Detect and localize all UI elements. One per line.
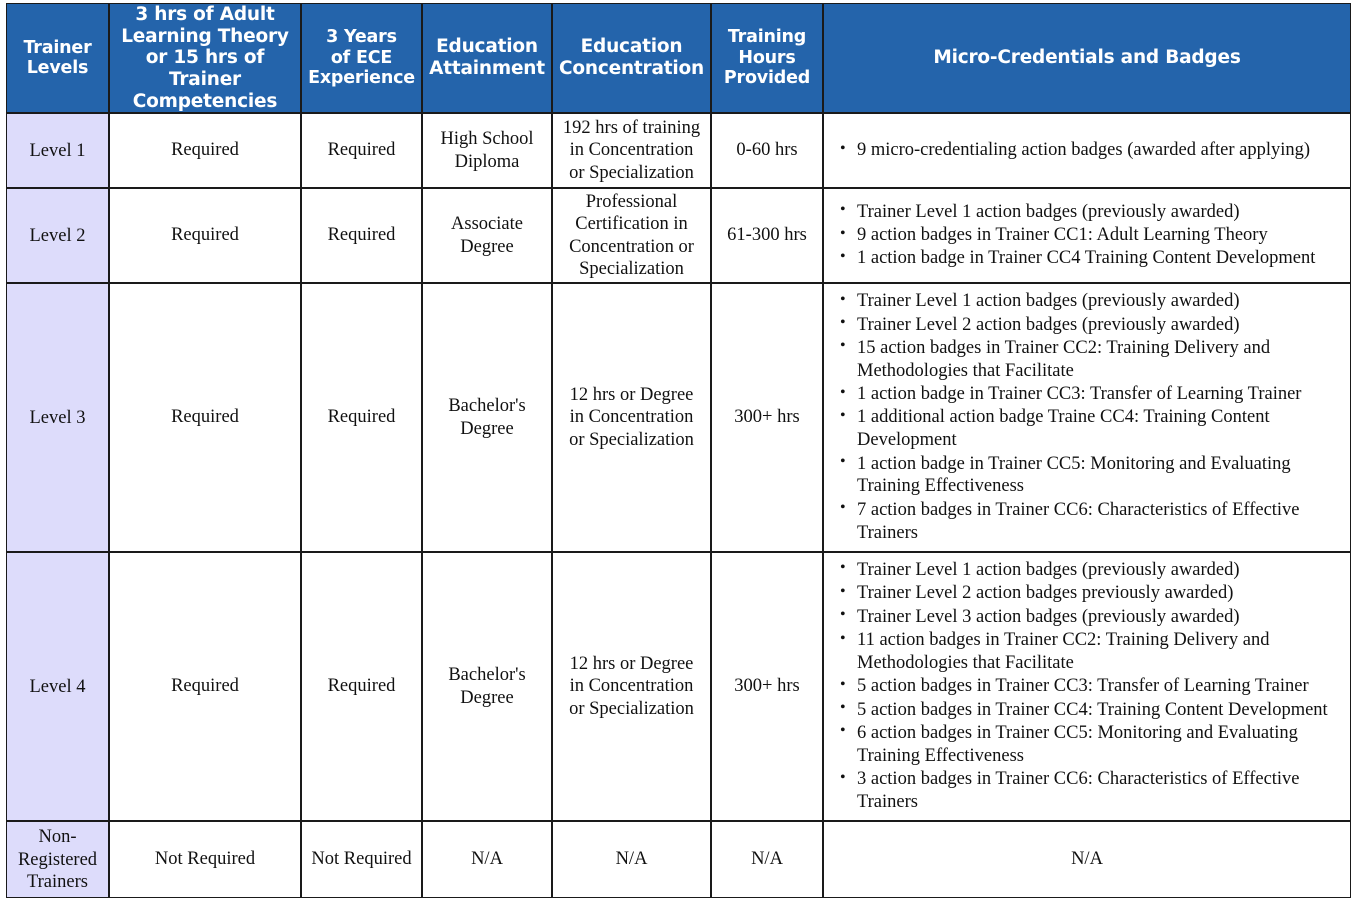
badge-list-item: • 5 action badges in Trainer CC4: Training Content Development [836,699,1340,722]
badge-list-item: • 1 action badge in Trainer CC5: Monitoring and Evaluating Training Effectiveness [836,453,1340,499]
text-line: or 15 hrs of Trainer [145,47,265,90]
badge-list-item: • 7 action badges in Trainer CC6: Characteristics of Effective Trainers [836,499,1340,545]
text-line: Degree [460,236,514,257]
text-line: Required [327,225,396,246]
table-header [6,3,1351,113]
text-line: 3 Years [326,27,397,48]
badge-list [836,201,1340,271]
cell-education-concentration [552,821,711,898]
cell-education-attainment [422,188,552,283]
cell-training-hours [711,821,823,898]
badge-list-item: • 1 action badge in Trainer CC4 Training Content Development [836,247,1340,270]
cell-education-concentration [552,552,711,821]
badge-list-item: • Trainer Level 2 action badges (previously awarded) [836,314,1340,337]
text-line: Hours [738,47,796,68]
column-header-training-hours [711,3,823,113]
text-line: Associate [451,214,523,235]
column-header-adult-learning-theory [109,3,301,113]
badge-list-item: • 6 action badges in Trainer CC5: Monitoring and Evaluating Training Effectiveness [836,722,1340,768]
badge-list-item: • Trainer Level 2 action badges previously awarded) [836,582,1340,605]
text-line: 3 hrs of Adult [135,4,275,25]
text-line: Professional [585,191,678,212]
cell-adult-learning-theory [109,821,301,898]
text-line: Competencies [132,90,278,112]
cell-education-concentration [552,283,711,552]
trainer-credentials-table [6,3,1351,898]
column-header-trainer-levels [6,3,109,113]
text-line: Micro-Credentials and Badges [933,47,1241,69]
text-line: Level 1 [29,140,86,161]
cell-adult-learning-theory [109,283,301,552]
text-line: Degree [460,418,514,439]
cell-training-hours [711,283,823,552]
table-row [6,113,1351,188]
column-header-ece-experience [301,3,422,113]
table-row [6,188,1351,283]
cell-trainer-level [6,188,109,283]
badge-list-item: • 1 additional action badge Traine CC4: Training Content Development [836,406,1340,452]
text-line: Required [171,140,239,161]
column-header-education-attainment [422,3,552,113]
cell-education-concentration [552,188,711,283]
text-line: Education [580,36,683,58]
cell-adult-learning-theory [109,113,301,188]
text-line: Provided [723,68,811,89]
cell-training-hours [711,188,823,283]
text-line: or Specialization [569,162,694,183]
badge-list-item: • 9 action badges in Trainer CC1: Adult Learning Theory [836,224,1340,247]
cell-education-concentration [552,113,711,188]
text-line: 300+ hrs [734,407,800,428]
cell-ece-experience [301,188,422,283]
text-line: Education [436,36,538,58]
text-line: N/A [751,849,783,870]
cell-micro-credentials [823,113,1351,188]
badge-list [836,559,1340,814]
cell-adult-learning-theory [109,552,301,821]
cell-education-attainment [422,283,552,552]
text-line: Levels [26,58,89,79]
cell-adult-learning-theory [109,188,301,283]
text-line: Required [171,676,239,697]
cell-ece-experience [301,113,422,188]
text-line: N/A [471,849,503,870]
cell-education-attainment [422,821,552,898]
text-line: Required [327,140,396,161]
cell-micro-credentials [823,188,1351,283]
text-line: Required [327,676,396,697]
text-line: in Concentration [569,140,694,161]
text-line: Bachelor's [448,665,526,686]
text-line: of ECE [330,47,393,68]
badge-list-item: • 15 action badges in Trainer CC2: Training Delivery and Methodologies that Facilitate [836,337,1340,383]
text-line: 0-60 hrs [736,140,798,161]
table-row [6,283,1351,552]
text-line: Bachelor's [448,396,526,417]
text-line: 192 hrs of training [562,117,701,138]
text-line: or Specialization [569,698,694,719]
badge-list-item: • Trainer Level 3 action badges (previously awarded) [836,606,1340,629]
text-line: Required [171,407,239,428]
column-header-education-concentration [552,3,711,113]
cell-ece-experience [301,552,422,821]
text-line: in Concentration [569,407,694,428]
text-line: 300+ hrs [734,676,800,697]
cell-education-attainment [422,552,552,821]
badge-list [836,290,1340,544]
badge-list [836,139,1340,162]
text-line: High School [440,129,534,150]
header-row [6,3,1351,113]
badge-list-item: • 5 action badges in Trainer CC3: Transfer of Learning Trainer [836,675,1340,698]
text-line: Concentration or [569,236,694,257]
text-line: Diploma [454,151,520,172]
badge-list-item: • 3 action badges in Trainer CC6: Characteristics of Effective Trainers [836,768,1340,814]
text-line: Trainers [27,871,88,892]
text-line: Trainer [23,37,92,58]
table-body [6,113,1351,898]
text-line: Attainment [429,58,545,80]
text-line: 61-300 hrs [727,225,807,246]
badge-list-item: • Trainer Level 1 action badges (previously awarded) [836,559,1340,582]
text-line: Non- [38,827,77,848]
badge-list-item: • 1 action badge in Trainer CC3: Transfer of Learning Trainer [836,383,1340,406]
text-line: Required [327,407,396,428]
text-line: Experience [308,68,415,89]
text-line: Required [171,225,239,246]
text-line: Not Required [311,849,412,870]
text-line: Specialization [579,259,684,280]
cell-micro-credentials: N/A [823,821,1351,898]
table-row [6,552,1351,821]
badge-list-item: • Trainer Level 1 action badges (previously awarded) [836,201,1340,224]
text-line: 12 hrs or Degree [569,384,694,405]
text-line: Certification in [575,214,688,235]
badge-list-item: • Trainer Level 1 action badges (previously awarded) [836,290,1340,313]
text-line: Degree [460,687,514,708]
text-line: Registered [17,849,98,870]
column-header-micro-credentials [823,3,1351,113]
cell-ece-experience [301,821,422,898]
text-line: in Concentration [569,676,694,697]
text-line: Level 2 [29,225,86,246]
text-line: Level 4 [29,676,86,697]
cell-training-hours [711,552,823,821]
cell-trainer-level [6,283,109,552]
cell-trainer-level [6,552,109,821]
text-line: Not Required [154,849,256,870]
cell-training-hours [711,113,823,188]
cell-education-attainment [422,113,552,188]
text-line: 12 hrs or Degree [569,653,694,674]
badge-list-item: • 11 action badges in Trainer CC2: Training Delivery and Methodologies that Facilitate [836,629,1340,675]
badge-list-item: • 9 micro-credentialing action badges (awarded after applying) [836,139,1340,162]
cell-micro-credentials [823,552,1351,821]
text-line: or Specialization [569,429,694,450]
text-line: Concentration [558,58,705,80]
cell-trainer-level [6,821,109,898]
text-line: Learning Theory [121,25,289,47]
text-line: N/A [615,849,648,870]
table-row [6,821,1351,898]
cell-trainer-level [6,113,109,188]
text-line: Training [727,27,807,48]
text-line: Level 3 [29,407,86,428]
cell-ece-experience [301,283,422,552]
cell-micro-credentials [823,283,1351,552]
